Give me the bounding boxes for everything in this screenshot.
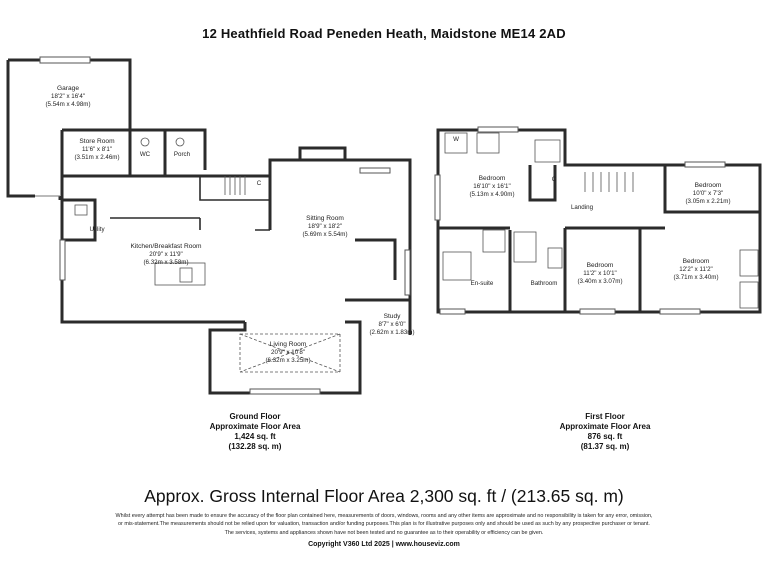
ground-floor-summary: [190, 412, 320, 452]
disclaimer-line-1: Whilst every attempt has been made to ensure the accuracy of the floor plan contained here, measurements of doors, windows, rooms and any other items are approximate and no responsibility is taken for any error, omission,: [115, 513, 653, 519]
ff-cupboard-label: C: [551, 176, 557, 183]
first-floor-sqft: 876 sq. ft: [587, 432, 623, 441]
sitting-room-imperial: 18'9" x 18'2": [308, 223, 342, 230]
bedroom-3-imperial: 11'2" x 10'1": [583, 270, 617, 277]
bedroom-3-name: Bedroom: [586, 262, 614, 269]
bedroom-1-name: Bedroom: [478, 175, 506, 182]
disclaimer-line-2: or mis-statement.The measurements should not be relied upon for valuation, transaction and/or funding purposes.This plan is for illustrative purposes only and should be used as such by any prospective purchaser or tenant.: [118, 521, 650, 528]
store-room-imperial: 11'6" x 8'1": [81, 146, 113, 153]
bedroom-1-imperial: 16'10" x 16'1": [473, 183, 511, 190]
porch-label: Porch: [173, 151, 191, 158]
copyright: Copyright V360 Ltd 2025 | www.houseviz.com: [308, 541, 460, 548]
ground-floor-sqm: (132.28 sq. m): [228, 442, 282, 451]
bedroom-2-name: Bedroom: [694, 182, 722, 189]
store-room-name: Store Room: [79, 138, 115, 145]
wardrobe-label: W: [453, 136, 459, 143]
sitting-room-name: Sitting Room: [306, 215, 344, 222]
cupboard-label: C: [256, 180, 262, 187]
plan-title: 12 Heathfield Road Peneden Heath, Maidstone ME14 2AD: [202, 26, 566, 41]
wc-label: WC: [139, 151, 151, 158]
disclaimer-line-3: The services, systems and appliances shown have not been tested and no guarantee as to their operability or efficiency can be given.: [224, 529, 544, 536]
store-room-metric: (3.51m x 2.46m): [74, 154, 120, 161]
first-floor-sqm: (81.37 sq. m): [580, 442, 630, 451]
living-room-name: Living Room: [269, 341, 307, 348]
study-name: Study: [383, 313, 401, 320]
ensuite-label: En-suite: [470, 280, 494, 287]
sitting-room-metric: (5.69m x 5.54m): [302, 231, 348, 238]
kitchen-imperial: 20'9" x 11'9": [149, 251, 183, 258]
first-floor-area-label: Approximate Floor Area: [559, 422, 651, 431]
study-imperial: 8'7" x 6'0": [378, 321, 406, 328]
garage-metric: (5.54m x 4.98m): [45, 101, 91, 108]
living-room-metric: (6.32m x 3.25m): [265, 357, 311, 364]
study-metric: (2.62m x 1.83m): [369, 329, 415, 336]
utility-label: Utility: [89, 226, 105, 233]
bedroom-4-name: Bedroom: [682, 258, 710, 265]
ground-floor-area-label: Approximate Floor Area: [209, 422, 301, 431]
bedroom-2-imperial: 10'0" x 7'3": [692, 190, 724, 197]
kitchen-name: Kitchen/Breakfast Room: [130, 243, 202, 250]
ground-floor-fixtures: [75, 138, 340, 372]
bedroom-2-metric: (3.05m x 2.21m): [685, 198, 731, 205]
garage-name: Garage: [57, 85, 79, 92]
ground-floor-walls: [8, 60, 410, 393]
bathroom-label: Bathroom: [530, 280, 558, 287]
living-room-imperial: 20'9" x 10'8": [271, 349, 305, 356]
bedroom-1-metric: (5.13m x 4.90m): [469, 191, 515, 198]
ground-floor-sqft: 1,424 sq. ft: [234, 432, 276, 441]
disclaimer: [30, 512, 738, 537]
garage-imperial: 18'2" x 16'4": [51, 93, 85, 100]
ground-floor-title: Ground Floor: [229, 412, 281, 421]
kitchen-metric: (6.32m x 3.58m): [143, 259, 189, 266]
bedroom-4-metric: (3.71m x 3.40m): [673, 274, 719, 281]
first-floor-summary: [540, 412, 670, 452]
landing-label: Landing: [570, 204, 594, 211]
first-floor-title: First Floor: [585, 412, 625, 421]
bedroom-3-metric: (3.40m x 3.07m): [577, 278, 623, 285]
gross-floor-area: Approx. Gross Internal Floor Area 2,300 sq. ft / (213.65 sq. m): [144, 486, 624, 506]
bedroom-4-imperial: 12'2" x 11'2": [679, 266, 713, 273]
